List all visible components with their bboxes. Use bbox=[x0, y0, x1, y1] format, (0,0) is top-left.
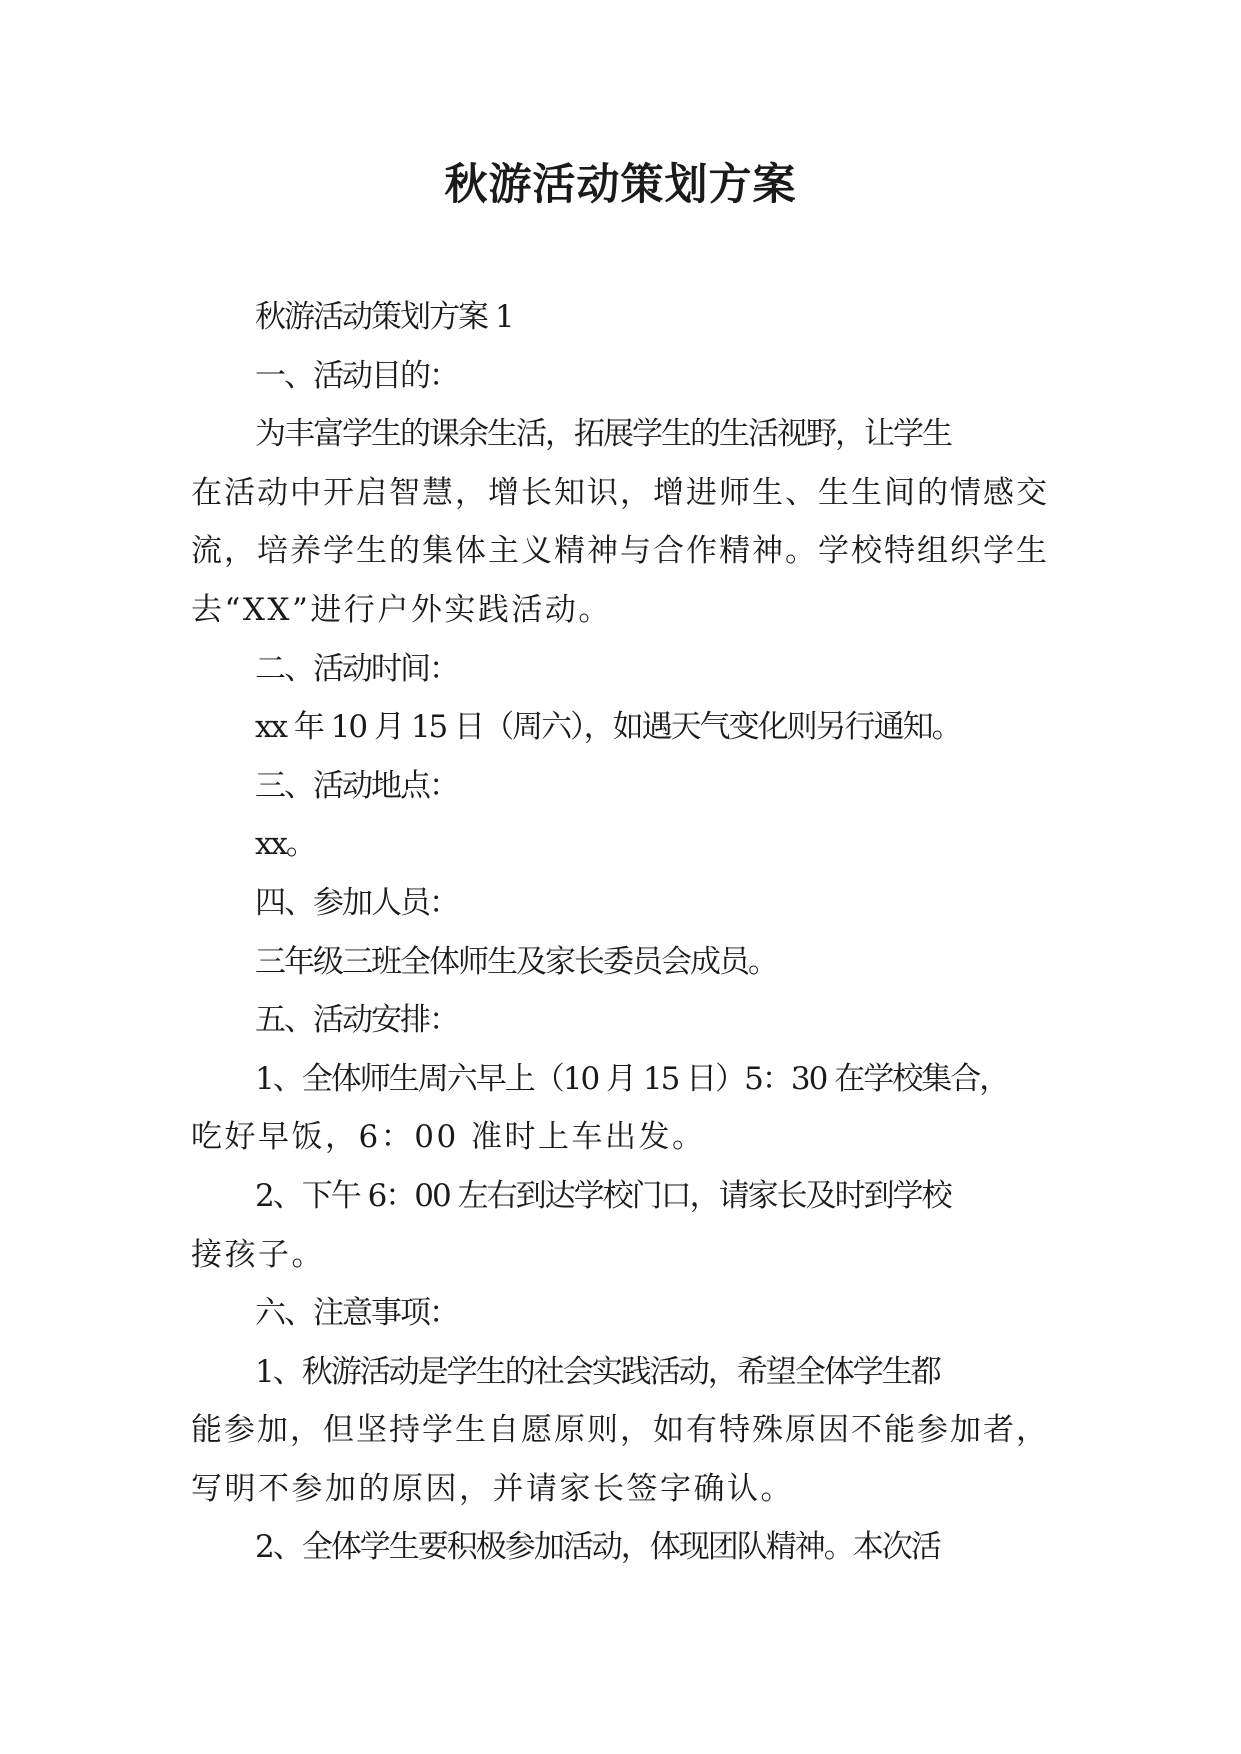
paragraph-line: 能参加，但坚持学生自愿原则，如有特殊原因不能参加者， bbox=[191, 1412, 1049, 1449]
paragraph-line: 去“XX”进行户外实践活动。 bbox=[191, 591, 612, 628]
paragraph-line: 吃好早饭，6：00 准时上车出发。 bbox=[191, 1119, 706, 1156]
paragraph-line: 为丰富学生的课余生活，拓展学生的生活视野，让学生 bbox=[255, 416, 951, 453]
paragraph-line: xx。 bbox=[255, 826, 315, 863]
paragraph-line: 三、活动地点： bbox=[255, 767, 458, 804]
paragraph-line: 一、活动目的： bbox=[255, 357, 458, 394]
paragraph-line: 1、秋游活动是学生的社会实践活动，希望全体学生都 bbox=[255, 1353, 940, 1390]
paragraph-line: 流，培养学生的集体主义精神与合作精神。学校特组织学生 bbox=[191, 533, 1049, 570]
paragraph-line: 四、参加人员： bbox=[255, 884, 458, 921]
paragraph-line: 三年级三班全体师生及家长委员会成员。 bbox=[255, 943, 777, 980]
paragraph-line: 写明不参加的原因，并请家长签字确认。 bbox=[191, 1470, 794, 1507]
paragraph-line: 接孩子。 bbox=[191, 1236, 325, 1273]
paragraph-line: 2、全体学生要积极参加活动，体现团队精神。本次活 bbox=[255, 1529, 940, 1566]
paragraph-line: 2、下午 6：00 左右到达学校门口，请家长及时到学校 bbox=[255, 1177, 951, 1214]
document-body bbox=[191, 288, 1051, 1577]
paragraph-line: xx 年 10 月 15 日（周六），如遇天气变化则另行通知。 bbox=[255, 709, 961, 746]
paragraph-line: 二、活动时间： bbox=[255, 650, 458, 687]
paragraph-line: 1、全体师生周六早上（10 月 15 日）5：30 在学校集合， bbox=[255, 1060, 1009, 1097]
paragraph-line: 秋游活动策划方案 1 bbox=[255, 299, 513, 335]
paragraph-line: 六、注意事项： bbox=[255, 1295, 458, 1332]
document-title: 秋游活动策划方案 bbox=[444, 160, 797, 210]
paragraph-line: 在活动中开启智慧，增长知识，增进师生、生生间的情感交 bbox=[191, 474, 1049, 511]
paragraph-line: 五、活动安排： bbox=[255, 1002, 458, 1039]
